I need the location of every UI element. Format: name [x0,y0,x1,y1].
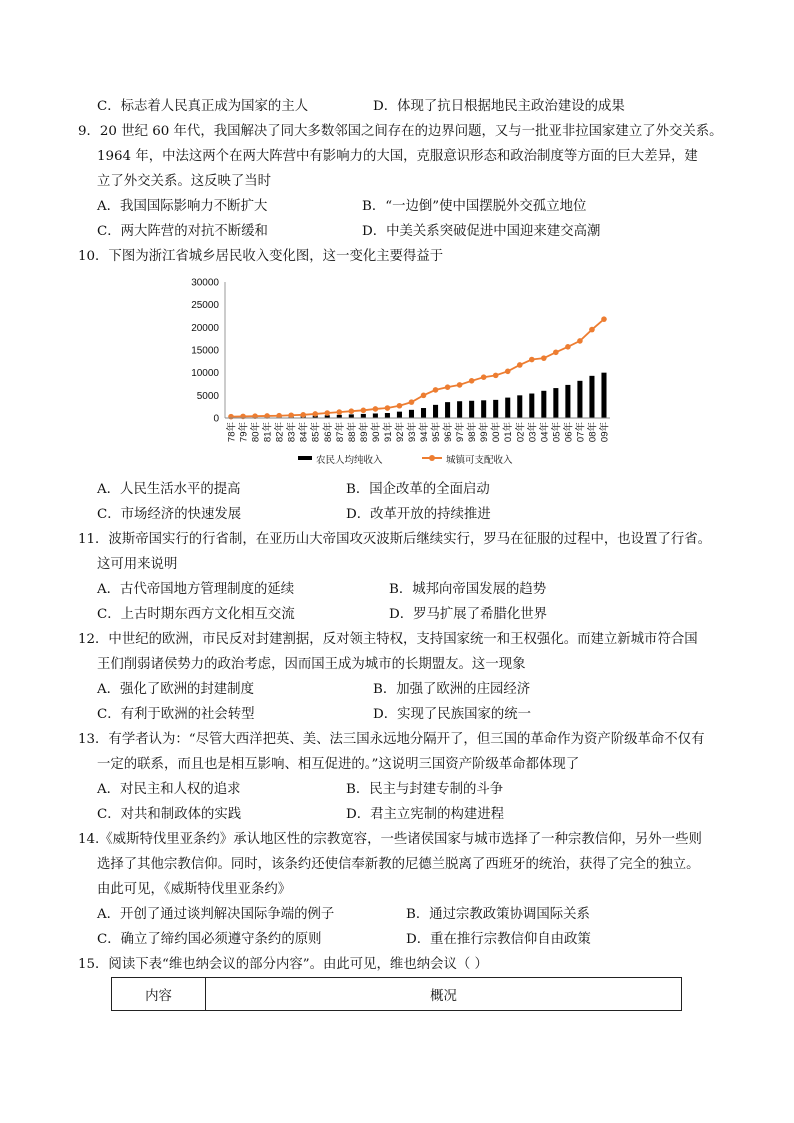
urban-income-point [493,373,499,379]
urban-income-point [577,338,583,344]
urban-income-point [541,355,547,361]
rural-income-bar [517,395,522,418]
urban-income-point [336,409,342,415]
x-tick-label: 93年 [406,422,418,443]
x-tick-label: 84年 [298,422,310,443]
q11-option-b: B．城邦向帝国发展的趋势 [389,582,547,597]
urban-income-point [565,344,571,350]
q13-option-d: D．君主立宪制的构建进程 [346,807,505,822]
q10-option-a: A．人民生活水平的提高 [97,482,241,497]
q9-option-c: C．两大阵营的对抗不断缓和 [97,224,268,239]
rural-income-bar [397,412,402,418]
q9-option-b: B．“一边倒”使中国摆脱外交孤立地位 [362,199,587,214]
x-tick-label: 05年 [551,422,563,443]
q13-option-b: B．民主与封建专制的斗争 [346,782,504,797]
rural-income-bar [601,373,606,418]
q9-option-d: D．中美关系突破促进中国迎来建交高潮 [362,224,601,239]
q10-option-b: B．国企改革的全面启动 [346,482,490,497]
urban-income-point [409,399,415,405]
legend-urban-label: 城镇可支配收入 [446,455,513,466]
urban-income-point [361,407,367,413]
q9-stem-line2: 1964 年，中法这两个在两大阵营中有影响力的大国，克服意识形态和政治制度等方面的巨大差异，建 [97,149,698,164]
x-tick-label: 91年 [382,422,394,443]
q13-option-c: C．对共和制政体的实践 [97,807,242,822]
x-tick-label: 89年 [358,422,370,443]
rural-income-bar [553,388,558,418]
urban-income-point [312,411,318,417]
q11-option-d: D．罗马扩展了希腊化世界 [389,607,548,622]
q10-option-c: C．市场经济的快速发展 [97,507,242,522]
urban-income-point [529,357,535,363]
vienna-table-header [111,977,682,1011]
x-tick-label: 80年 [250,422,262,443]
urban-income-point [433,387,439,393]
q9-stem-line3: 立了外交关系。这反映了当时 [97,174,272,189]
urban-income-point [228,414,234,420]
q14-option-a: A．开创了通过谈判解决国际争端的例子 [97,907,335,922]
q14-option-b: B．通过宗教政策协调国际关系 [406,907,590,922]
q14-option-c: C．确立了缔约国必须遵守条约的原则 [97,932,322,947]
x-tick-label: 97年 [455,422,467,443]
x-tick-label: 94年 [419,422,431,443]
legend-rural-label: 农民人均纯收入 [316,455,383,466]
table-header-content: 内容 [112,978,206,1010]
q14-stem-line3: 由此可见，《威斯特伐里亚条约》 [97,882,292,897]
urban-income-point [601,316,607,322]
urban-income-point [349,408,355,414]
rural-income-bar [349,414,354,418]
urban-income-point [288,412,294,418]
urban-income-point [517,362,523,368]
q9-option-a: A．我国国际影响力不断扩大 [97,199,268,214]
rural-income-bar [433,405,438,418]
rural-income-bar [457,401,462,418]
rural-income-bar [385,413,390,418]
y-tick-label: 5000 [196,390,219,402]
q8-option-c: C．标志着人民真正成为国家的主人 [97,99,309,114]
urban-income-point [300,412,306,418]
rural-income-bar [373,413,378,418]
x-tick-label: 86年 [322,422,334,443]
urban-income-point [589,327,595,333]
y-tick-label: 0 [213,413,219,425]
rural-income-bar [409,410,414,418]
y-tick-label: 25000 [191,300,219,312]
x-tick-label: 85年 [310,422,322,443]
urban-income-point [397,403,403,409]
rural-income-bar [565,385,570,418]
x-tick-label: 82年 [274,422,286,443]
q9-stem-line1: 9．20 世纪 60 年代，我国解决了同大多数邻国之间存在的边界问题，又与一批亚非拉国家建立了外交关系。 [78,124,723,139]
income-chart [180,272,630,472]
x-tick-label: 02年 [515,422,527,443]
urban-income-point [481,374,487,380]
x-tick-label: 88年 [346,422,358,443]
q11-stem-line2: 这可用来说明 [97,557,178,572]
q12-option-c: C．有利于欧洲的社会转型 [97,707,255,722]
urban-income-point [324,410,330,416]
q11-option-c: C．上古时期东西方文化相互交流 [97,607,295,622]
q11-option-a: A．古代帝国地方管理制度的延续 [97,582,295,597]
urban-income-line [231,319,604,416]
rural-income-bar [541,391,546,418]
legend-rural-swatch [298,456,312,460]
q14-stem-line1: 14.《威斯特伐里亚条约》承认地区性的宗教宽容，一些诸侯国家与城市选择了一种宗教信仰，另外一些则 [78,832,702,847]
y-tick-label: 10000 [191,368,219,380]
q8-option-d: D．体现了抗日根据地民主政治建设的成果 [373,99,625,114]
urban-income-point [445,384,451,390]
x-tick-label: 87年 [334,422,346,443]
urban-income-point [421,393,427,399]
x-tick-label: 07年 [575,422,587,443]
x-tick-label: 98年 [467,422,479,443]
table-header-overview: 概况 [430,988,457,1004]
rural-income-bar [529,394,534,418]
urban-income-point [385,405,391,411]
x-tick-label: 96年 [443,422,455,443]
rural-income-bar [481,400,486,418]
q13-stem-line1: 13．有学者认为：“尽管大西洋把英、美、法三国永远地分隔开了，但三国的革命作为资产阶级革命不仅有 [78,732,705,747]
q10-stem: 10．下图为浙江省城乡居民收入变化图，这一变化主要得益于 [78,249,444,264]
q15-stem: 15．阅读下表“维也纳会议的部分内容”。由此可见，维也纳会议（ ） [78,957,488,972]
x-tick-label: 99年 [479,422,491,443]
x-tick-label: 90年 [370,422,382,443]
q14-option-d: D．重在推行宗教信仰自由政策 [406,932,591,947]
x-tick-label: 04年 [539,422,551,443]
x-tick-label: 92年 [394,422,406,443]
x-tick-label: 08年 [587,422,599,443]
q12-option-a: A．强化了欧洲的封建制度 [97,682,254,697]
q13-stem-line2: 一定的联系，而且也是相互影响、相互促进的。”这说明三国资产阶级革命都体现了 [97,757,580,772]
x-tick-label: 83年 [286,422,298,443]
x-tick-label: 00年 [491,422,503,443]
rural-income-bar [445,402,450,418]
rural-income-bar [469,401,474,418]
q12-stem-line1: 12．中世纪的欧洲，市民反对封建割据，反对领主特权，支持国家统一和王权强化。而建立新城市符合国 [78,632,698,647]
x-tick-label: 09年 [599,422,611,443]
urban-income-point [373,406,379,412]
y-tick-label: 20000 [191,322,219,334]
q11-stem-line1: 11．波斯帝国实行的行省制，在亚历山大帝国攻灭波斯后继续实行，罗马在征服的过程中，也设置了行省。 [78,532,712,547]
urban-income-point [553,349,559,355]
rural-income-bar [421,408,426,418]
rural-income-bar [493,400,498,418]
legend-urban-swatch [429,455,435,461]
urban-income-point [505,369,511,375]
rural-income-bar [505,398,510,418]
x-tick-label: 01年 [503,422,515,443]
q14-stem-line2: 选择了其他宗教信仰。同时，该条约还使信奉新教的尼德兰脱离了西班牙的统治，获得了完全的独立。 [97,857,700,872]
urban-income-point [469,378,475,384]
q12-stem-line2: 王们削弱诸侯势力的政治考虑，因而国王成为城市的长期盟友。这一现象 [97,657,526,672]
x-tick-label: 81年 [262,422,274,443]
urban-income-point [457,382,463,388]
y-tick-label: 30000 [191,277,219,289]
x-tick-label: 78年 [226,422,238,443]
y-tick-label: 15000 [191,345,219,357]
x-tick-label: 03年 [527,422,539,443]
q10-option-d: D．改革开放的持续推进 [346,507,491,522]
rural-income-bar [361,414,366,418]
rural-income-bar [589,376,594,418]
x-tick-label: 95年 [431,422,443,443]
q12-option-d: D．实现了民族国家的统一 [373,707,532,722]
x-tick-label: 79年 [238,422,250,443]
q13-option-a: A．对民主和人权的追求 [97,782,241,797]
rural-income-bar [577,381,582,418]
q12-option-b: B．加强了欧洲的庄园经济 [373,682,531,697]
x-tick-label: 06年 [563,422,575,443]
